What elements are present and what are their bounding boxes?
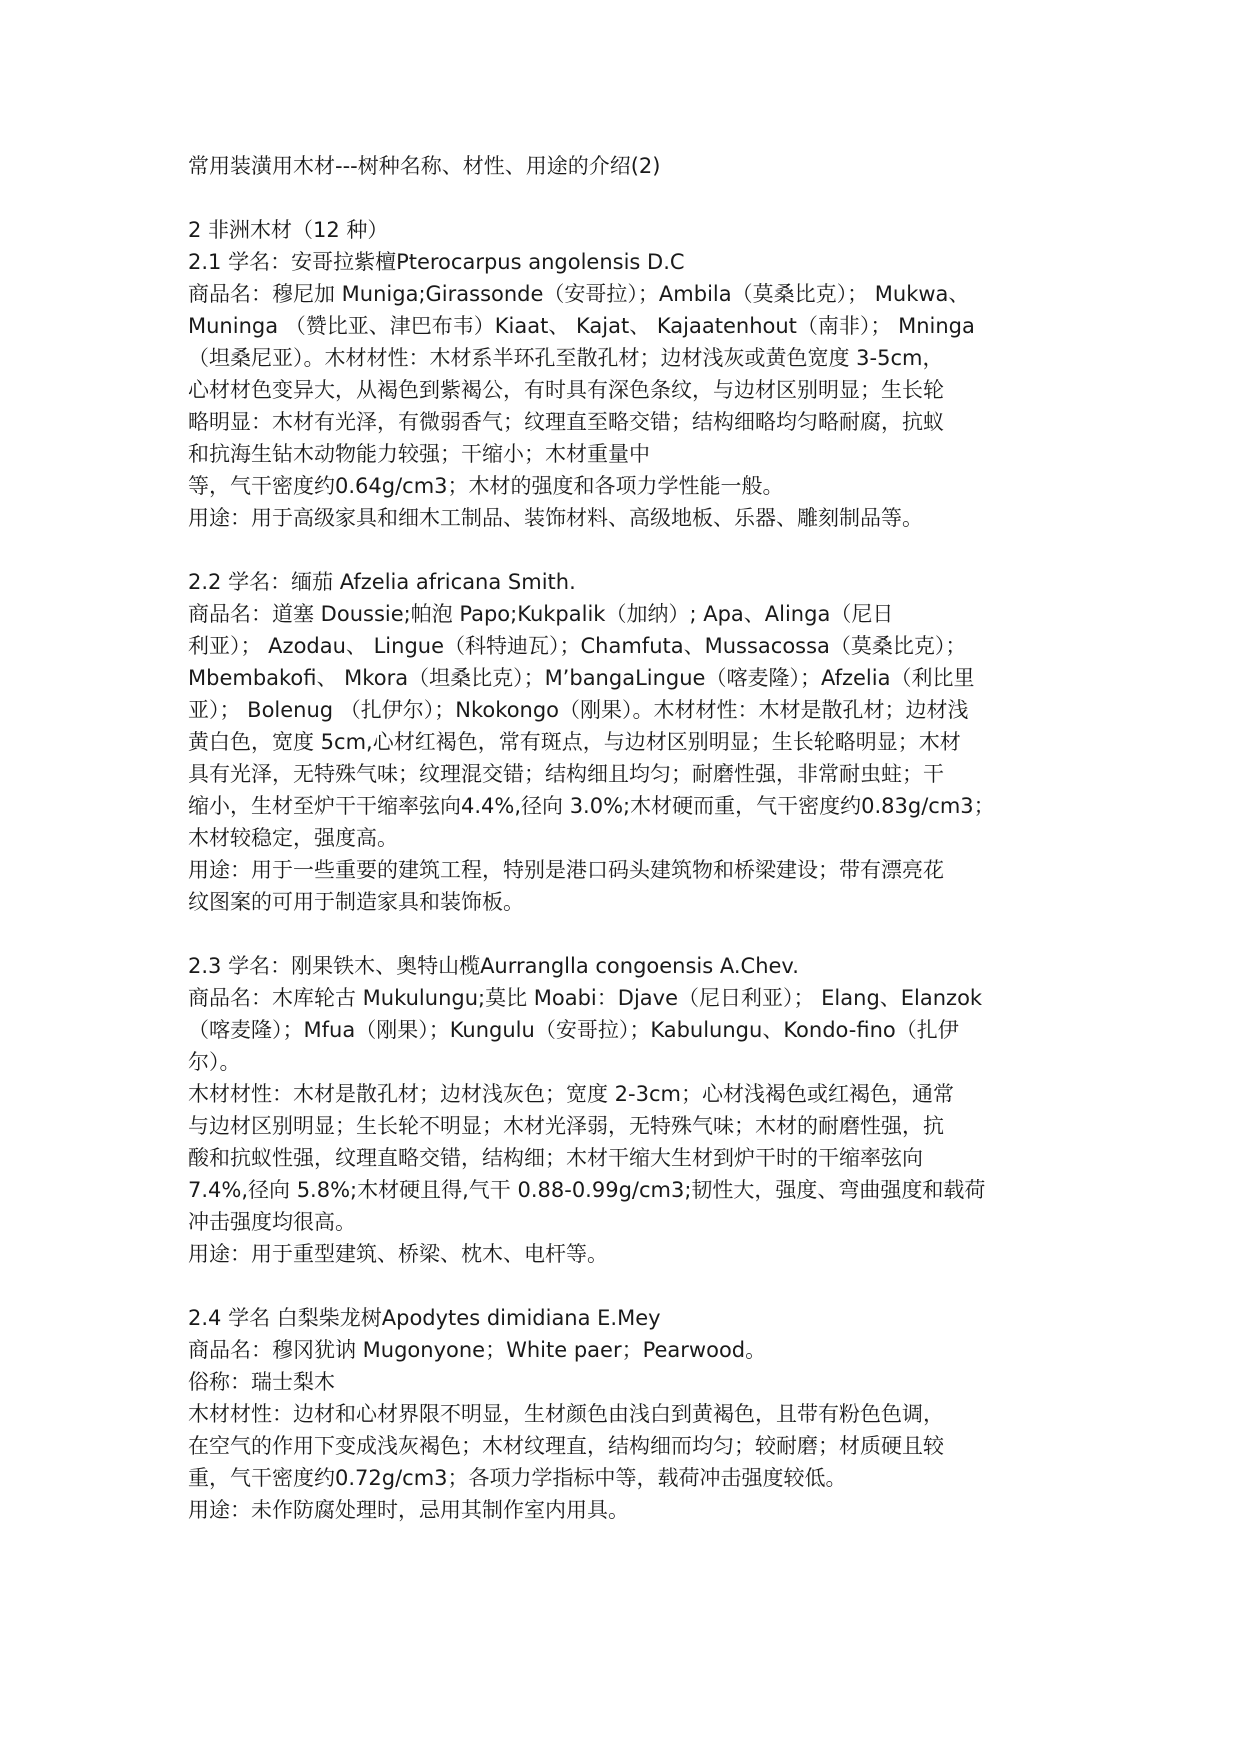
text-line: 木材材性：木材是散孔材；边材浅灰色；宽度 2-3cm；心材浅褐色或红褐色，通常 <box>188 1082 954 1106</box>
entry-heading: 2.3 学名：刚果铁木、奥特山榄Aurranglla congoensis A.Chev. <box>188 954 799 978</box>
usage-line: 用途：未作防腐处理时，忌用其制作室内用具。 <box>188 1498 629 1522</box>
spacer <box>188 918 1068 950</box>
text-line: 商品名：穆尼加 Muniga;Girassonde（安哥拉）；Ambila（莫桑比克）； Mukwa、 <box>188 282 970 306</box>
text-line: 俗称：瑞士梨木 <box>188 1370 335 1394</box>
document-body <box>188 150 1068 1526</box>
text-line: 酸和抗蚁性强，纹理直略交错，结构细；木材干缩大生材到炉干时的干缩率弦向 <box>188 1146 923 1170</box>
entry-2-1 <box>188 246 1068 534</box>
entry-heading: 2.2 学名：缅茄 Afzelia africana Smith. <box>188 570 576 594</box>
text-line: 商品名：木库轮古 Mukulungu;莫比 Moabi：Djave（尼日利亚）； Elang、Elanzok <box>188 986 983 1010</box>
text-line: （喀麦隆）；Mfua（刚果）；Kungulu（安哥拉）；Kabulungu、Kondo-fino（扎伊 <box>188 1018 959 1042</box>
entry-2-4 <box>188 1302 1068 1526</box>
text-line: 尔）。 <box>188 1050 241 1074</box>
text-line: 利亚）； Azodau、 Lingue（科特迪瓦）；Chamfuta、Mussacossa（莫桑比克）； <box>188 634 967 658</box>
usage-line: 用途：用于高级家具和细木工制品、装饰材料、高级地板、乐器、雕刻制品等。 <box>188 506 923 530</box>
text-line: 亚）； Bolenug （扎伊尔）；Nkokongo（刚果）。木材材性：木材是散孔材；边材浅 <box>188 698 969 722</box>
spacer <box>188 534 1068 566</box>
usage-line: 用途：用于重型建筑、桥梁、枕木、电杆等。 <box>188 1242 608 1266</box>
text-line: 重，气干密度约0.72g/cm3；各项力学指标中等，载荷冲击强度较低。 <box>188 1466 847 1490</box>
text-line: Mbembakofi、 Mkora（坦桑比克）；M’bangaLingue（喀麦隆）；Afzelia（利比里 <box>188 666 975 690</box>
usage-line: 用途：用于一些重要的建筑工程，特别是港口码头建筑物和桥梁建设；带有漂亮花 <box>188 858 944 882</box>
text-line: 等，气干密度约0.64g/cm3；木材的强度和各项力学性能一般。 <box>188 474 784 498</box>
text-line: 略明显：木材有光泽，有微弱香气；纹理直至略交错；结构细略均匀略耐腐，抗蚁 <box>188 410 944 434</box>
usage-line: 纹图案的可用于制造家具和装饰板。 <box>188 890 524 914</box>
text-line: 心材材色变异大，从褐色到紫褐公，有时具有深色条纹，与边材区别明显；生长轮 <box>188 378 944 402</box>
text-line: 具有光泽，无特殊气味；纹理混交错；结构细且均匀；耐磨性强，非常耐虫蛀；干 <box>188 762 944 786</box>
text-line: （坦桑尼亚）。木材材性：木材系半环孔至散孔材；边材浅灰或黄色宽度 3-5cm， <box>188 346 944 370</box>
spacer <box>188 182 1068 214</box>
text-line: 缩小，生材至炉干干缩率弦向4.4%,径向 3.0%;木材硬而重，气干密度约0.83g/cm3； <box>188 794 995 818</box>
section-heading: 2 非洲木材（12 种） <box>188 218 389 242</box>
entry-2-2 <box>188 566 1068 918</box>
text-line: 木材较稳定，强度高。 <box>188 826 398 850</box>
entry-heading: 2.1 学名：安哥拉紫檀Pterocarpus angolensis D.C <box>188 250 685 274</box>
text-line: 和抗海生钻木动物能力较强；干缩小；木材重量中 <box>188 442 650 466</box>
entry-2-3 <box>188 950 1068 1270</box>
text-line: 冲击强度均很高。 <box>188 1210 356 1234</box>
entry-heading: 2.4 学名 白梨柴龙树Apodytes dimidiana E.Mey <box>188 1306 661 1330</box>
text-line: 商品名：穆冈犹讷 Mugonyone；White paer；Pearwood。 <box>188 1338 767 1362</box>
text-line: 7.4%,径向 5.8%;木材硬且得,气干 0.88-0.99g/cm3;韧性大，强度、弯曲强度和载荷 <box>188 1178 986 1202</box>
text-line: 与边材区别明显；生长轮不明显；木材光泽弱，无特殊气味；木材的耐磨性强，抗 <box>188 1114 944 1138</box>
text-line: 木材材性：边材和心材界限不明显，生材颜色由浅白到黄褐色，且带有粉色色调， <box>188 1402 944 1426</box>
text-line: 商品名：道塞 Doussie;帕泡 Papo;Kukpalik（加纳）; Apa、Alinga（尼日 <box>188 602 894 626</box>
text-line: Muninga （赞比亚、津巴布韦）Kiaat、 Kajat、 Kajaatenhout（南非）； Mninga <box>188 314 975 338</box>
document-title: 常用装潢用木材---树种名称、材性、用途的介绍(2) <box>188 154 661 178</box>
text-line: 在空气的作用下变成浅灰褐色；木材纹理直，结构细而均匀；较耐磨；材质硬且较 <box>188 1434 944 1458</box>
spacer <box>188 1270 1068 1302</box>
text-line: 黄白色，宽度 5cm,心材红褐色，常有斑点，与边材区别明显；生长轮略明显；木材 <box>188 730 961 754</box>
